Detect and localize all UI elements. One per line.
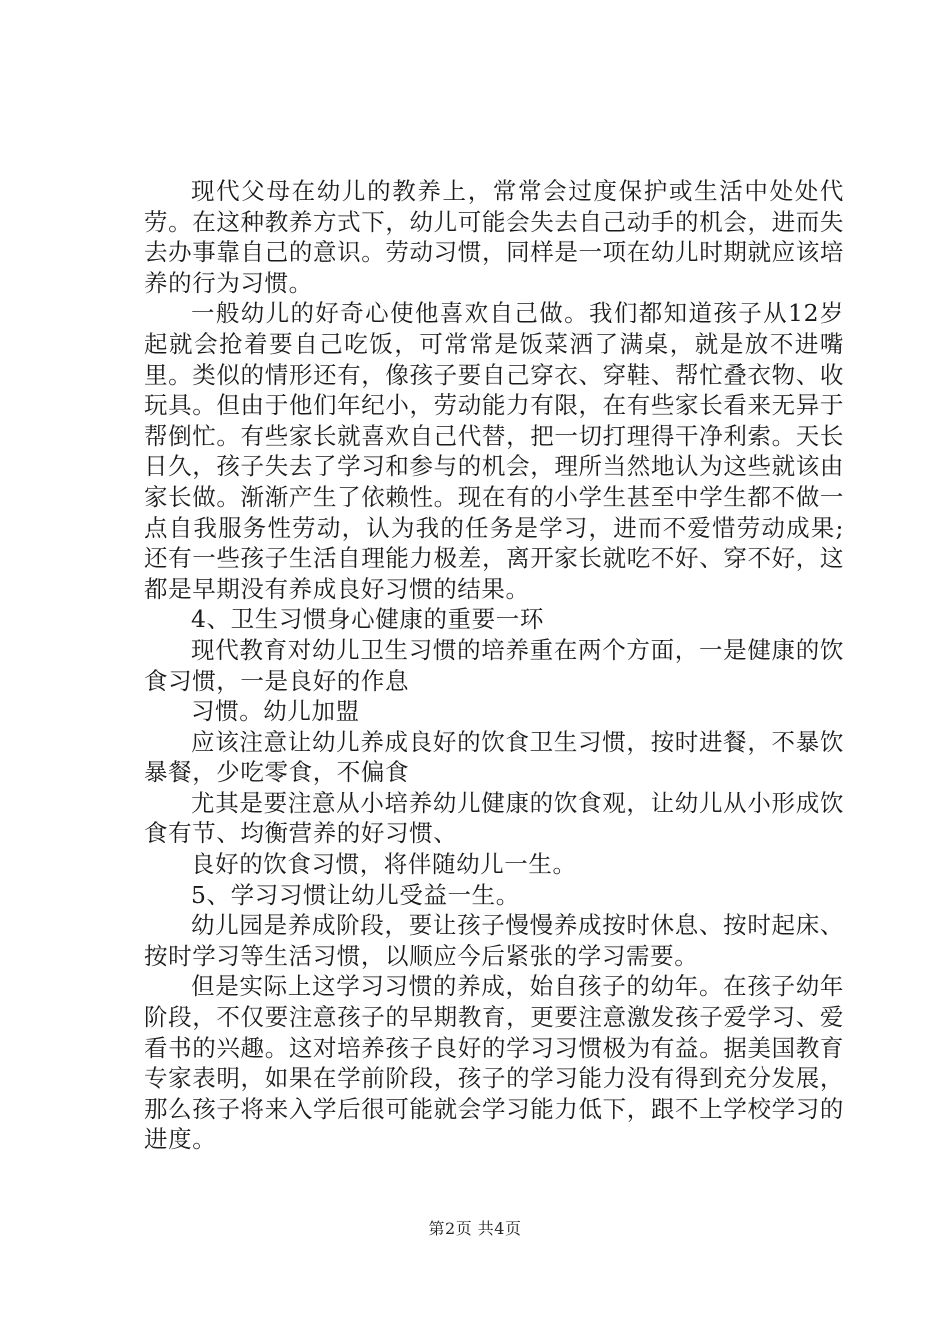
paragraph-curiosity: 一般幼儿的好奇心使他喜欢自己做。我们都知道孩子从12岁起就会抢着要自己吃饭，可常常是饭菜洒了满桌，就是放不进嘴里。类似的情形还有，像孩子要自己穿衣、穿鞋、帮忙叠衣物、收玩具。但由于他们年纪小，劳动能力有限，在有些家长看来无异于帮倒忙。有些家长就喜欢自己代替，把一切打理得干净利索。天长日久，孩子失去了学习和参与的机会，理所当然地认为这些就该由家长做。渐渐产生了依赖性。现在有的小学生甚至中学生都不做一点自我服务性劳动，认为我的任务是学习，进而不爱惜劳动成果;还有一些孩子生活自理能力极差，离开家长就吃不好、穿不好，这都是早期没有养成良好习惯的结果。	[144, 299, 844, 603]
page-number-footer: 第2页 共4页	[428, 1219, 522, 1238]
paragraph-study-habit-origin: 但是实际上这学习习惯的养成，始自孩子的幼年。在孩子幼年阶段，不仅要注意孩子的早期教育，更要注意激发孩子爱学习、爱看书的兴趣。这对培养孩子良好的学习习惯极为有益。据美国教育专家表明，如果在学前阶段，孩子的学习能力没有得到充分发展，那么孩子将来入学后很可能就会学习能力低下，跟不上学校学习的进度。	[144, 972, 844, 1154]
paragraph-lifelong-diet: 良好的饮食习惯，将伴随幼儿一生。	[191, 850, 577, 879]
document-body	[144, 176, 844, 1155]
paragraph-healthy-diet-view: 尤其是要注意从小培养幼儿健康的饮食观，让幼儿从小形成饮食有节、均衡营养的好习惯、	[144, 788, 844, 848]
paragraph-kindergarten-routine: 幼儿园是养成阶段，要让孩子慢慢养成按时休息、按时起床、按时学习等生活习惯，以顺应今后紧张的学习需要。	[144, 911, 844, 970]
paragraph-hygiene-two-aspects: 现代教育对幼儿卫生习惯的培养重在两个方面，一是健康的饮食习惯，一是良好的作息	[144, 635, 844, 695]
section-heading-hygiene: 4、卫生习惯身心健康的重要一环	[191, 605, 544, 634]
section-heading-study: 5、学习习惯让幼儿受益一生。	[191, 880, 520, 909]
paragraph-habit-join: 习惯。幼儿加盟	[191, 697, 360, 726]
paragraph-labor-habit-intro: 现代父母在幼儿的教养上，常常会过度保护或生活中处处代劳。在这种教养方式下，幼儿可能会失去自己动手的机会，进而失去办事靠自己的意识。劳动习惯，同样是一项在幼儿时期就应该培养的行为习惯。	[144, 177, 844, 297]
paragraph-diet-hygiene: 应该注意让幼儿养成良好的饮食卫生习惯，按时进餐，不暴饮暴餐，少吃零食，不偏食	[144, 727, 844, 787]
